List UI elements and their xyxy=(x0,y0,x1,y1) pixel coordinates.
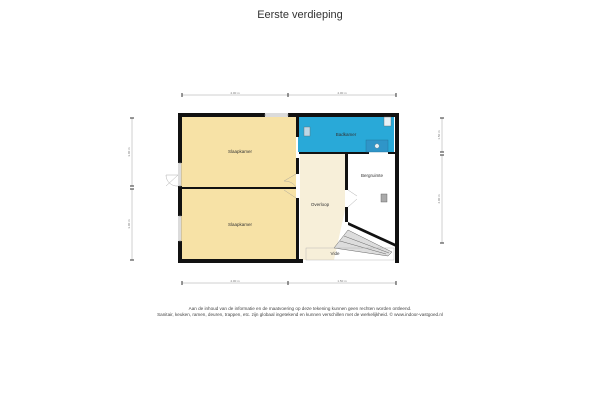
dim-right-upper: 1.50 m xyxy=(437,130,441,140)
disclaimer-line-1: Aan de inhoud van de informatie en de maatvoering op deze tekening kunnen geen rechten worden ontleend. xyxy=(188,306,412,311)
toilet-icon xyxy=(304,127,310,136)
room-label-bergruimte: Bergruimte xyxy=(360,173,384,178)
dim-bottom-left: 4.00 m xyxy=(230,279,240,283)
room-label-overloop: Overloop xyxy=(310,202,330,207)
dim-top-right: 4.00 m xyxy=(337,91,347,95)
dim-bottom-right: 1.50 m xyxy=(337,279,347,283)
dim-left-lower: 3.00 m xyxy=(127,219,131,229)
dim-top-left: 4.00 m xyxy=(230,91,240,95)
room-label-slaapkamer-top: Slaapkamer xyxy=(227,149,253,154)
boiler-icon xyxy=(381,194,387,202)
drain-icon xyxy=(375,144,379,148)
disclaimer xyxy=(100,306,500,317)
dim-left-upper: 3.00 m xyxy=(127,147,131,157)
room-label-vide: Vide xyxy=(330,251,340,256)
room-label-badkamer: Badkamer xyxy=(335,132,357,137)
page-title: Eerste verdieping xyxy=(257,9,343,21)
balcony-door xyxy=(166,175,178,186)
disclaimer-line-2: Sanitair, keuken, ramen, deuren, trappen, etc. zijn globaal ingetekend en kunnen verschillen met de werkelijkheid. © www.indoor-vastgoed.nl xyxy=(157,311,443,317)
dim-right-lower: 4.00 m xyxy=(437,194,441,204)
sink-icon xyxy=(384,117,391,126)
room-label-slaapkamer-bottom: Slaapkamer xyxy=(227,222,253,227)
